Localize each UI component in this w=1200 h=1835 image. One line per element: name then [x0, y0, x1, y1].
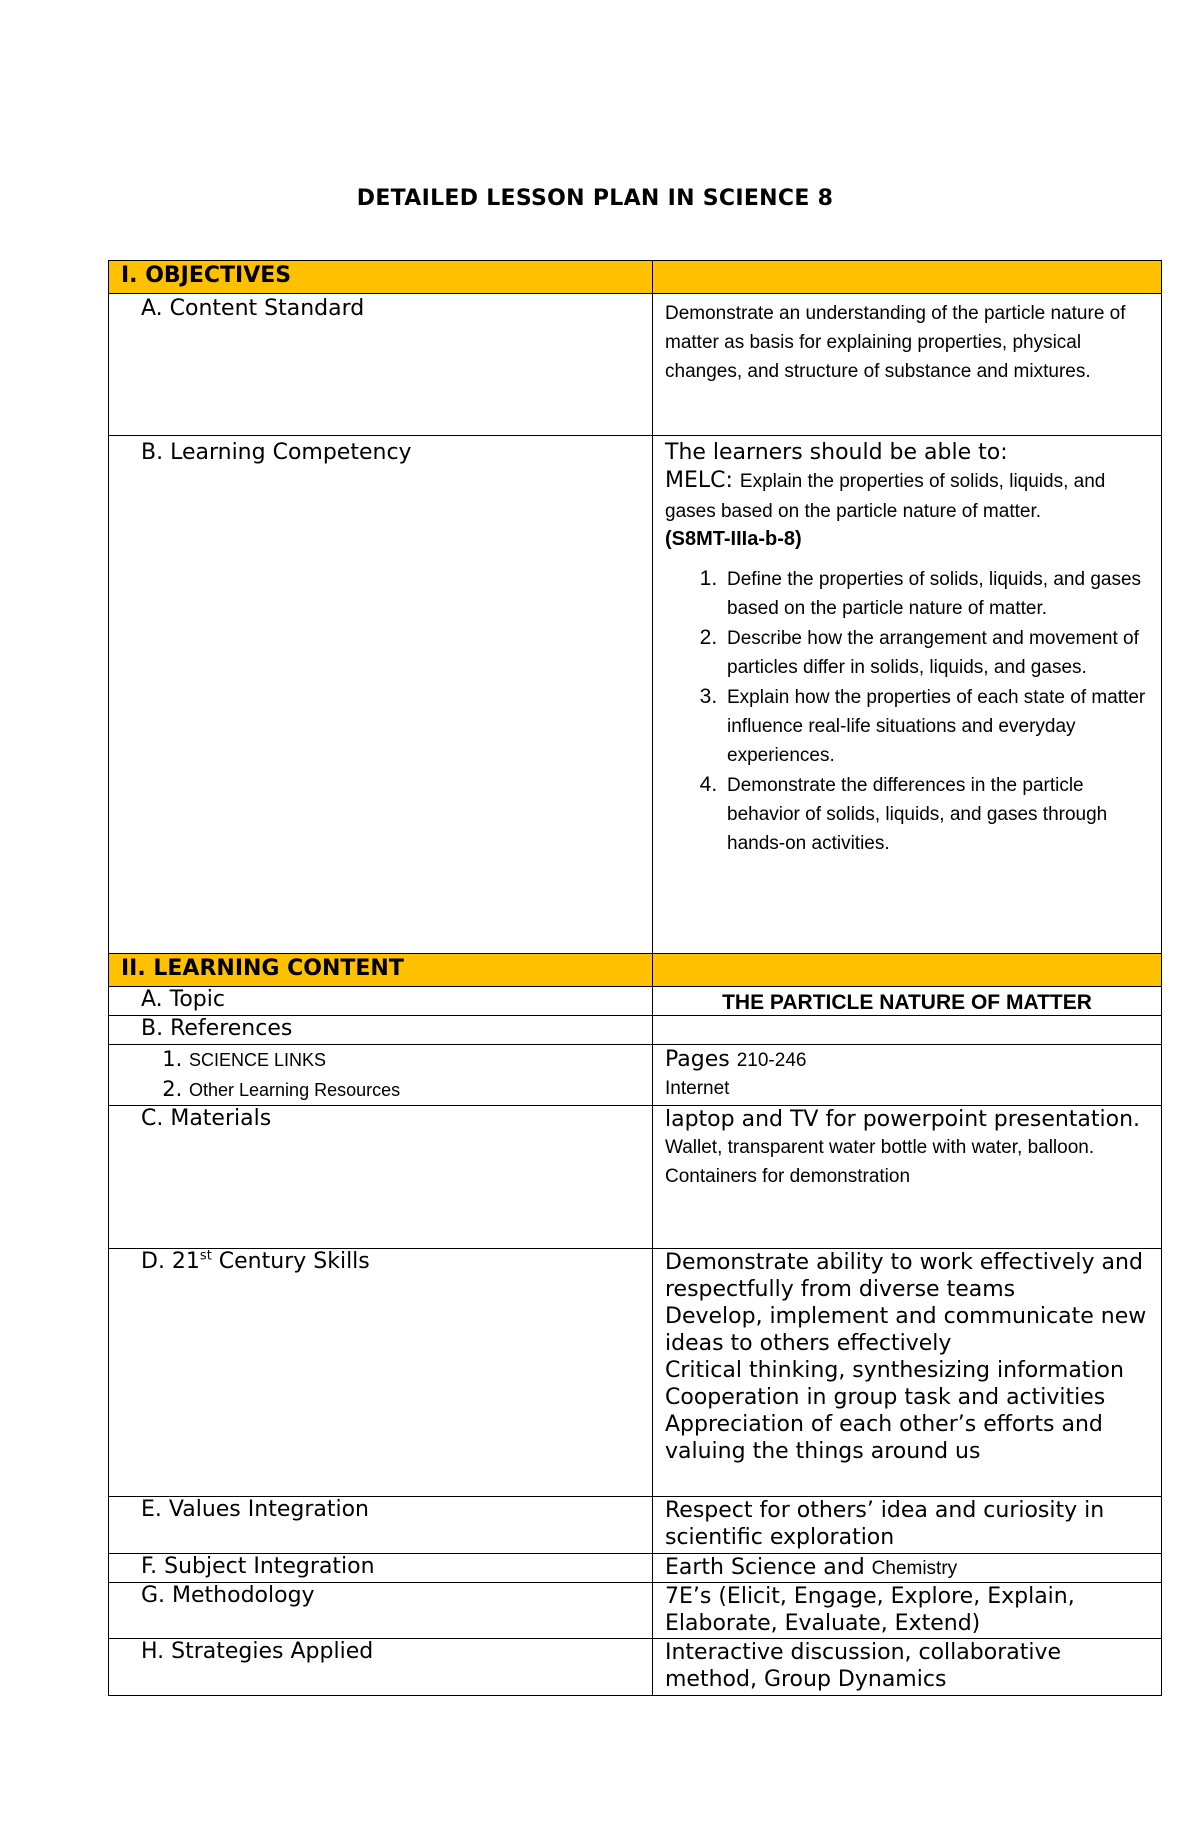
references-row [109, 1016, 1162, 1045]
materials-line: laptop and TV for powerpoint presentation. [665, 1107, 1141, 1132]
materials-line: Wallet, transparent water bottle with water, balloon. [665, 1137, 1095, 1158]
skills-label-suffix: Century Skills [211, 1249, 370, 1274]
values-value: Respect for others’ idea and curiosity in scientific exploration [665, 1498, 1105, 1550]
row-label [109, 1249, 652, 1275]
values-row [109, 1497, 1162, 1554]
reference-list [109, 1045, 652, 1105]
competency-code: (S8MT-IIIa-b-8) [665, 528, 802, 550]
melc-label: MELC: [665, 468, 733, 493]
methodology-row [109, 1583, 1162, 1639]
skill-line: Cooperation in group task and activities [665, 1385, 1106, 1410]
materials-row [109, 1106, 1162, 1249]
row-label: G. Methodology [141, 1583, 315, 1608]
content-standard-row [109, 294, 1162, 436]
skills-label-prefix: D. 21 [141, 1249, 200, 1274]
row-label: B. Learning Competency [141, 440, 412, 465]
topic-row [109, 987, 1162, 1016]
skill-line: Critical thinking, synthesizing information [665, 1358, 1124, 1383]
learning-competency-row [109, 436, 1162, 954]
competency-intro: The learners should be able to: [665, 440, 1008, 465]
row-label: A. Topic [141, 987, 225, 1012]
list-item: 1. SCIENCE LINKS [189, 1045, 652, 1075]
internet-value: Internet [665, 1078, 730, 1099]
section-header: II. LEARNING CONTENT [121, 956, 404, 981]
competency-list [653, 564, 1161, 858]
skill-line: Develop, implement and communicate new ideas to others effectively [665, 1304, 1147, 1356]
row-label: B. References [141, 1016, 293, 1041]
lesson-plan-table [108, 260, 1162, 1696]
row-label: F. Subject Integration [141, 1554, 375, 1579]
objectives-header-row [109, 261, 1162, 294]
skills-label-sup: st [199, 1248, 212, 1264]
skill-line: Demonstrate ability to work effectively and respectfully from diverse teams [665, 1250, 1143, 1302]
row-label: C. Materials [141, 1106, 272, 1131]
learning-content-header-row [109, 954, 1162, 987]
list-item: 3. Explain how the properties of each state of matter influence real-life situations and everyday experiences. [723, 682, 1161, 770]
materials-line: Containers for demonstration [665, 1166, 911, 1187]
skills-row [109, 1249, 1162, 1497]
topic-value: THE PARTICLE NATURE OF MATTER [722, 991, 1092, 1014]
list-item: 2. Describe how the arrangement and movement of particles differ in solids, liquids, and gases. [723, 623, 1161, 682]
pages-label: Pages [665, 1047, 730, 1072]
list-item: 1. Define the properties of solids, liquids, and gases based on the particle nature of matter. [723, 564, 1161, 623]
subject-row [109, 1554, 1162, 1583]
content-standard-text: Demonstrate an understanding of the particle nature of matter as basis for explaining properties, physical changes, and structure of substance and mixtures. [665, 303, 1126, 382]
row-label: E. Values Integration [141, 1497, 369, 1522]
strategies-value: Interactive discussion, collaborative method, Group Dynamics [665, 1640, 1062, 1692]
strategies-row [109, 1639, 1162, 1696]
reference-items-row [109, 1045, 1162, 1106]
subject-value: Earth Science and [665, 1555, 865, 1580]
row-label: A. Content Standard [141, 296, 365, 321]
list-item: 4. Demonstrate the differences in the particle behavior of solids, liquids, and gases through hands-on activities. [723, 770, 1161, 858]
page-title: DETAILED LESSON PLAN IN SCIENCE 8 [356, 186, 834, 211]
list-item: 2. Other Learning Resources [189, 1075, 652, 1105]
melc-text: Explain the properties of solids, liquids, and gases based on the particle nature of matter. [665, 471, 1106, 522]
section-header: I. OBJECTIVES [121, 263, 292, 288]
skill-line: Appreciation of each other’s efforts and valuing the things around us [665, 1412, 1103, 1464]
row-label: H. Strategies Applied [141, 1639, 374, 1664]
pages-value: 210-246 [736, 1050, 807, 1071]
subject-value-small: Chemistry [871, 1558, 958, 1579]
methodology-value: 7E’s (Elicit, Engage, Explore, Explain, Elaborate, Evaluate, Extend) [665, 1584, 1075, 1636]
